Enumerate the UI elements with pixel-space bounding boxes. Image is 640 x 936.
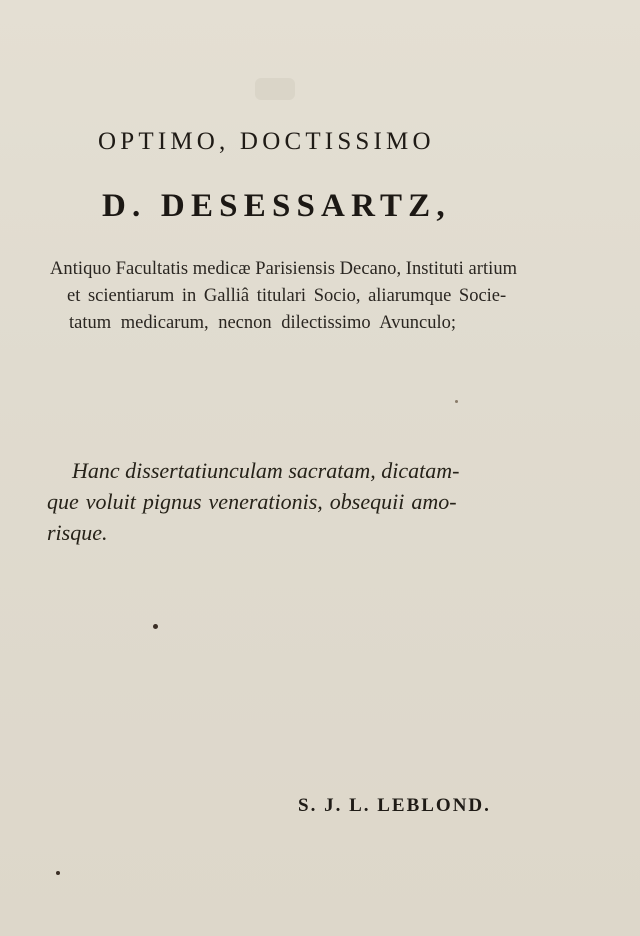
show-through-mark <box>255 78 295 100</box>
paper-speck <box>56 871 60 875</box>
dedication-line: que voluit pignus venerationis, obsequii amo- <box>47 489 457 514</box>
description-line: et scientiarum in Galliâ titulari Socio, aliarumque Socie- <box>67 286 507 306</box>
description-line: Antiquo Facultatis medicæ Parisiensis Decano, Instituti artium <box>50 259 518 279</box>
dedication-line: risque. <box>47 520 108 545</box>
dedication-line: Hanc dissertatiunculam sacratam, dicatam- <box>72 458 460 483</box>
paper-speck <box>455 400 458 403</box>
dedicatee-description <box>50 256 540 337</box>
paper-speck <box>153 624 158 629</box>
description-line: tatum medicarum, necnon dilectissimo Avunculo; <box>69 313 457 333</box>
dedicatee-name: D. DESESSARTZ, <box>102 188 451 224</box>
dedication-text <box>47 455 547 548</box>
author-signature: S. J. L. LEBLOND. <box>298 795 491 816</box>
dedication-salutation: OPTIMO, DOCTISSIMO <box>98 128 435 155</box>
